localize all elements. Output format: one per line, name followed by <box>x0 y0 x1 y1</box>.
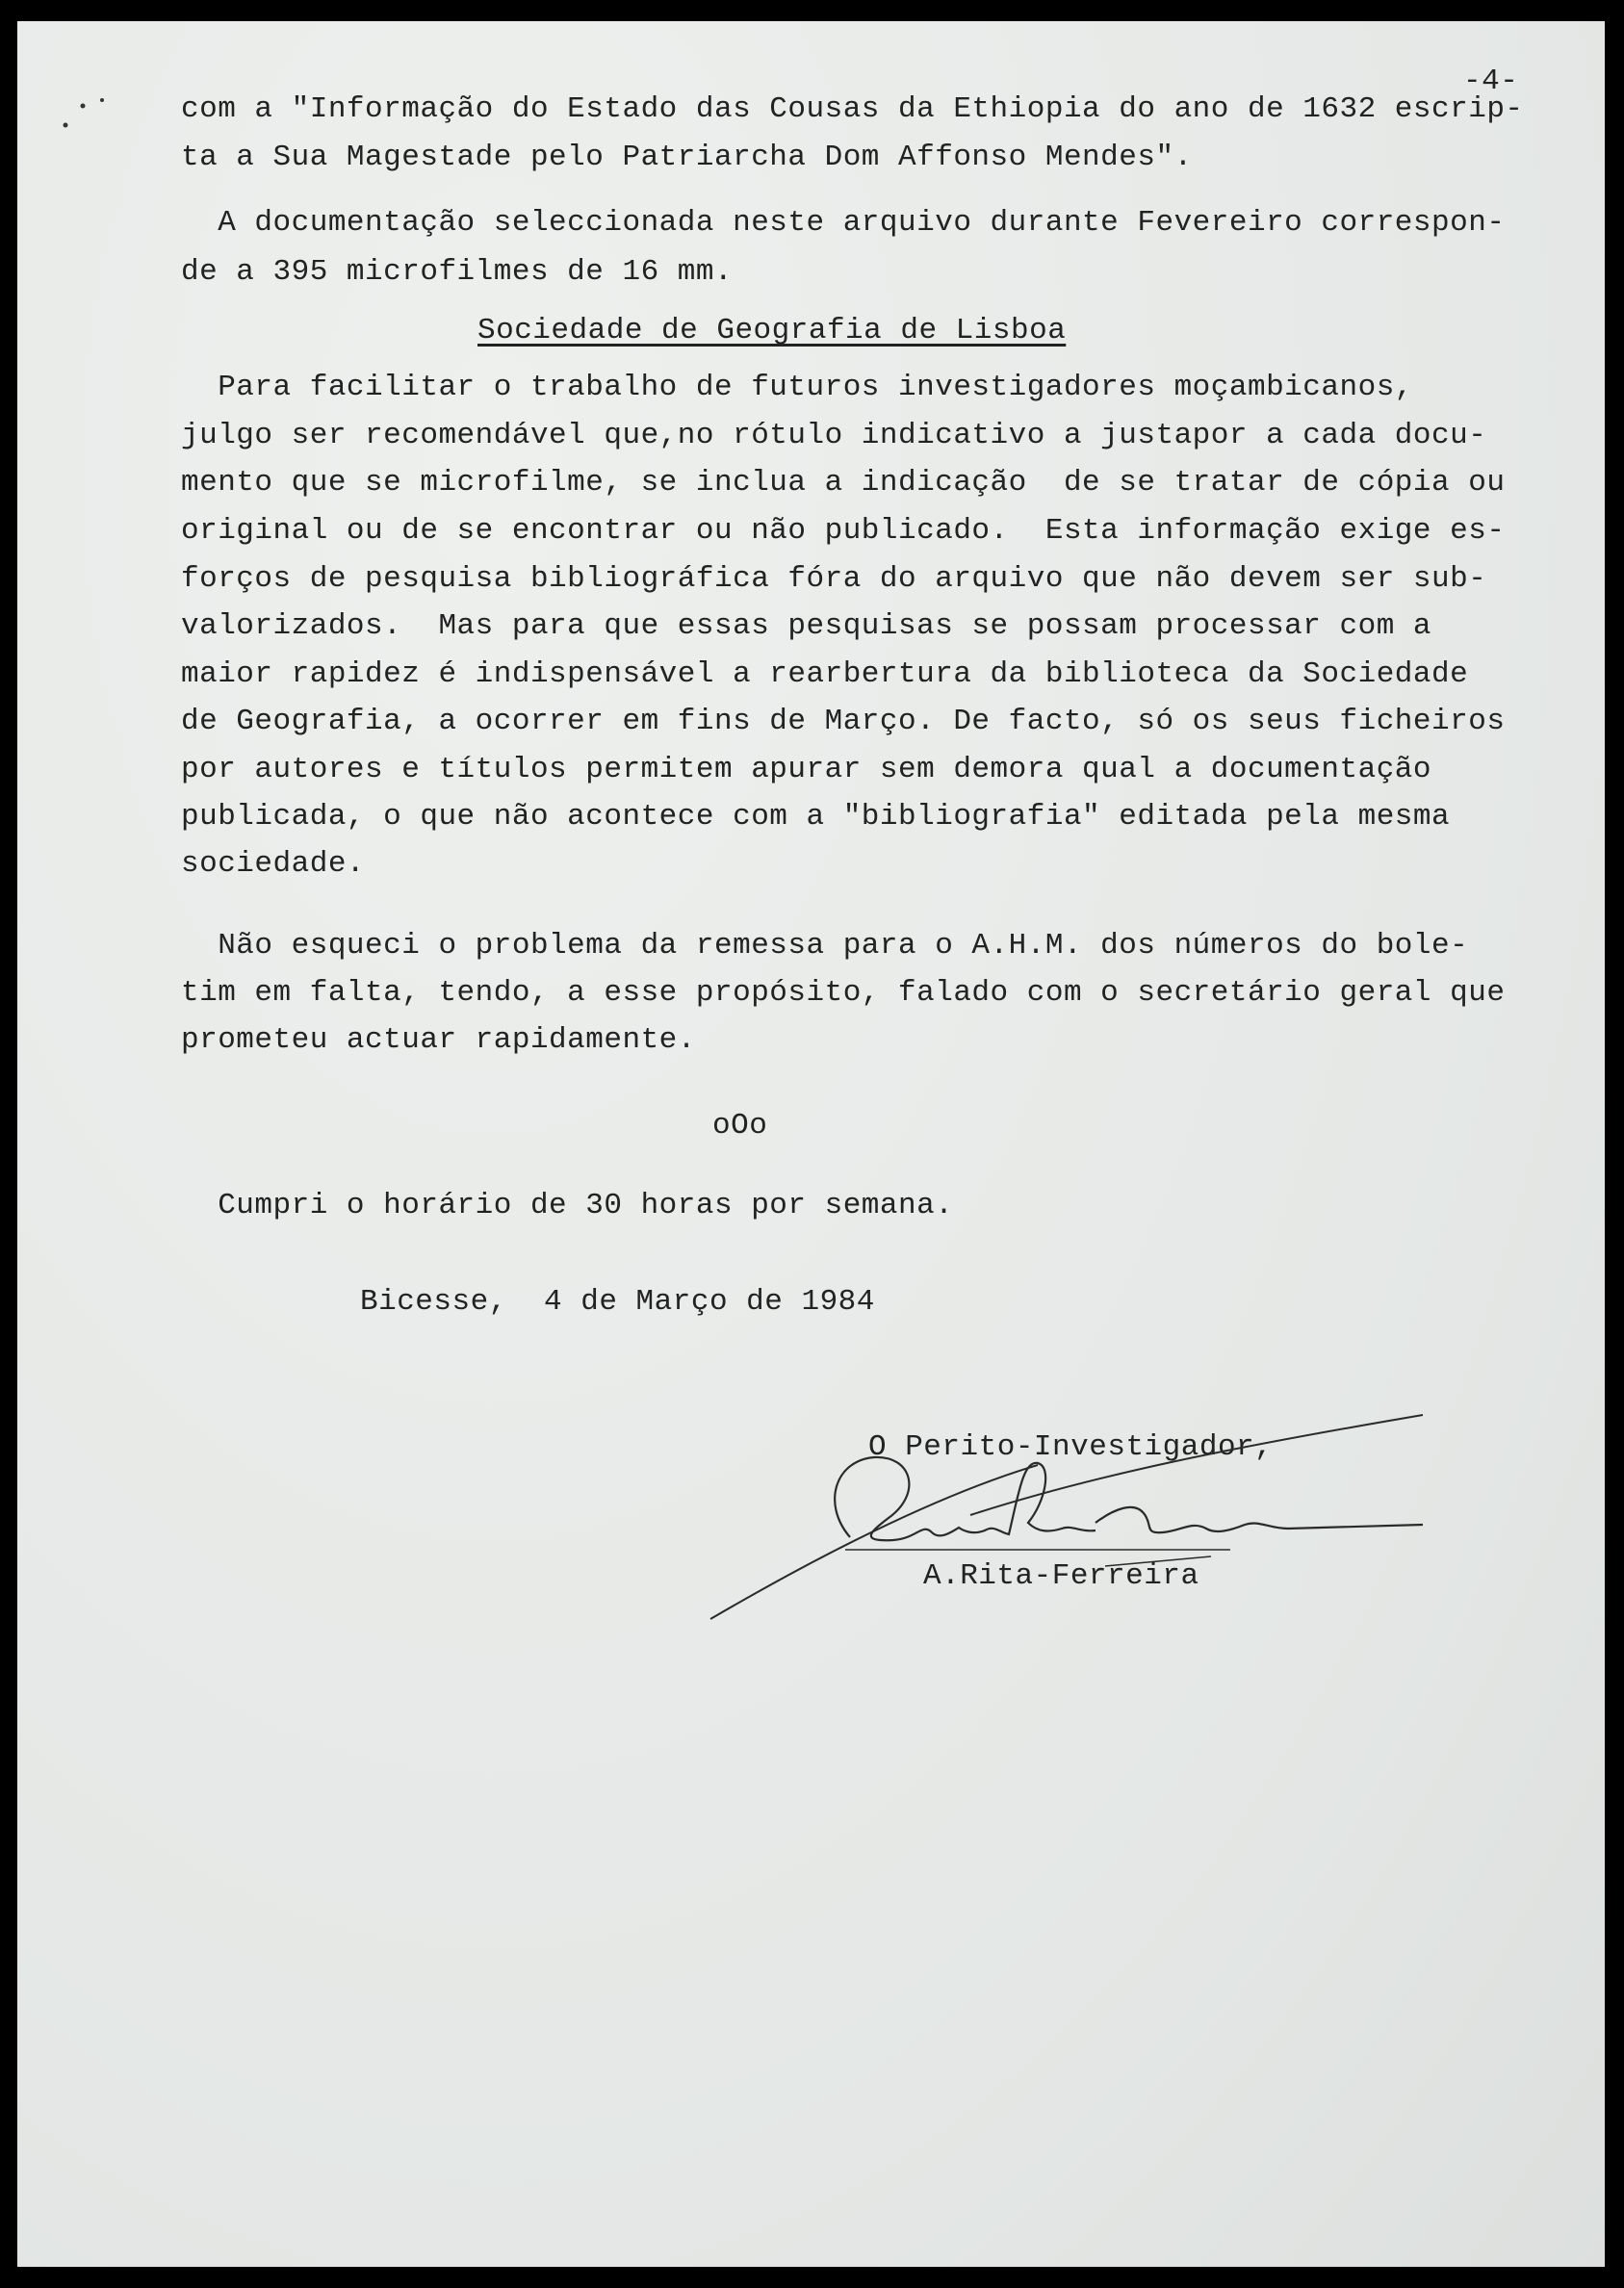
text-line: de a 395 microfilmes de 16 mm. <box>181 255 734 289</box>
text-line: ta a Sua Magestade pelo Patriarcha Dom Affonso Mendes". <box>181 141 1193 174</box>
separator: oOo <box>712 1109 768 1143</box>
text-line: Cumpri o horário de 30 horas por semana. <box>181 1189 954 1222</box>
text-line: sociedade. <box>181 847 366 881</box>
text-line: publicada, o que não acontece com a "bibliografia" editada pela mesma <box>181 800 1451 834</box>
page-number: -4- <box>1463 64 1519 98</box>
text-line: Não esqueci o problema da remessa para o A.H.M. dos números do bole- <box>181 929 1469 963</box>
document-page <box>17 21 1605 2267</box>
page-specks <box>56 89 171 146</box>
text-line: original ou de se encontrar ou não publicado. Esta informação exige es- <box>181 514 1506 548</box>
text-line: por autores e títulos permitem apurar sem demora qual a documentação <box>181 753 1432 786</box>
signatory-title: O Perito-Investigador, <box>868 1430 1274 1464</box>
handwritten-signature <box>691 1388 1461 1638</box>
text-line: julgo ser recomendável que,no rótulo indicativo a justapor a cada docu- <box>181 419 1487 452</box>
text-line: com a "Informação do Estado das Cousas da Ethiopia do ano de 1632 escrip- <box>181 92 1524 126</box>
text-line: forços de pesquisa bibliográfica fóra do arquivo que não devem ser sub- <box>181 562 1487 596</box>
text-line: mento que se microfilme, se inclua a indicação de se tratar de cópia ou <box>181 466 1506 500</box>
dateline: Bicesse, 4 de Março de 1984 <box>360 1285 875 1319</box>
text-line: A documentação seleccionada neste arquivo durante Fevereiro correspon- <box>181 206 1506 240</box>
text-line: de Geografia, a ocorrer em fins de Março. De facto, só os seus ficheiros <box>181 705 1506 738</box>
text-line: valorizados. Mas para que essas pesquisas se possam processar com a <box>181 609 1432 643</box>
signatory-name: A.Rita-Ferreira <box>923 1559 1199 1593</box>
text-line: prometeu actuar rapidamente. <box>181 1023 696 1057</box>
text-line: Para facilitar o trabalho de futuros investigadores moçambicanos, <box>181 371 1413 404</box>
text-line: maior rapidez é indispensável a rearbertura da biblioteca da Sociedade <box>181 657 1469 691</box>
section-heading: Sociedade de Geografia de Lisboa <box>477 314 1067 347</box>
text-line: tim em falta, tendo, a esse propósito, falado com o secretário geral que <box>181 976 1506 1010</box>
